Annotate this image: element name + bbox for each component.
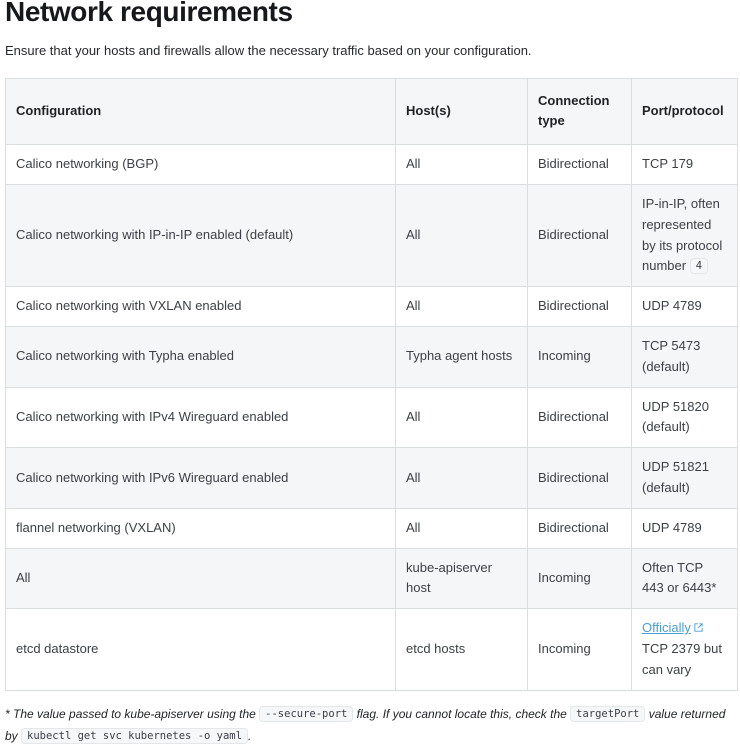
- cell-text: UDP 4789: [642, 519, 702, 535]
- cell-text: etcd hosts: [406, 640, 466, 656]
- page-title: Network requirements: [5, 0, 293, 27]
- hosts-cell: [396, 548, 528, 609]
- port-protocol-cell: [632, 326, 738, 387]
- port-protocol-cell: [632, 609, 738, 690]
- cell-text: All: [406, 227, 421, 243]
- cell-text: IP-in-IP, often represented by its protocol number: [642, 195, 723, 274]
- table-row: [6, 609, 738, 690]
- cell-text: Calico networking with Typha enabled: [16, 348, 235, 364]
- port-protocol-cell: [632, 548, 738, 609]
- cell-text: flannel networking (VXLAN): [16, 519, 176, 535]
- configuration-cell: [6, 387, 396, 448]
- hosts-cell: [396, 508, 528, 548]
- hosts-cell: [396, 326, 528, 387]
- cell-text: Typha agent hosts: [406, 348, 513, 364]
- cell-text: All: [406, 156, 421, 172]
- cell-text: TCP 2379 but can vary: [642, 640, 722, 677]
- officially-link[interactable]: Officially: [642, 620, 704, 635]
- hosts-cell: [396, 184, 528, 286]
- table-row: [6, 387, 738, 448]
- connection-type-cell: [528, 448, 632, 509]
- table-row: [6, 448, 738, 509]
- connection-type-cell: [528, 387, 632, 448]
- cell-text: Incoming: [538, 640, 591, 656]
- page-subtitle: Ensure that your hosts and firewalls allow the necessary traffic based on your configuration.: [5, 43, 532, 59]
- port-protocol-cell: [632, 387, 738, 448]
- table-header-row: [6, 78, 738, 145]
- cell-text: Incoming: [538, 348, 591, 364]
- cell-text: Calico networking with VXLAN enabled: [16, 298, 242, 314]
- hosts-cell: [396, 145, 528, 185]
- table-row: [6, 508, 738, 548]
- cell-text: Calico networking with IPv6 Wireguard enabled: [16, 469, 289, 485]
- port-protocol-cell: [632, 287, 738, 327]
- table-row: [6, 184, 738, 286]
- hosts-cell: [396, 387, 528, 448]
- connection-type-cell: [528, 287, 632, 327]
- cell-text: All: [406, 298, 421, 314]
- configuration-cell: [6, 548, 396, 609]
- column-header-configuration: Configuration: [6, 78, 396, 145]
- cell-text: All: [406, 469, 421, 485]
- cell-text: Bidirectional: [538, 298, 609, 314]
- cell-text: .: [247, 728, 252, 743]
- port-protocol-cell: [632, 508, 738, 548]
- cell-text: Calico networking (BGP): [16, 156, 159, 172]
- cell-text: Often TCP 443 or 6443*: [642, 559, 717, 596]
- table-header: [6, 78, 738, 145]
- cell-text: Calico networking with IP-in-IP enabled (default): [16, 227, 294, 243]
- connection-type-cell: [528, 326, 632, 387]
- cell-text: flag. If you cannot locate this, check the: [353, 706, 571, 721]
- port-protocol-cell: [632, 448, 738, 509]
- column-header-port-protocol: Port/protocol: [632, 78, 738, 145]
- cell-text: All: [406, 408, 421, 424]
- table-row: [6, 287, 738, 327]
- footnote: [5, 703, 737, 747]
- cell-text: Bidirectional: [538, 519, 609, 535]
- column-header-connection-type: Connection type: [528, 78, 632, 145]
- table-row: [6, 548, 738, 609]
- configuration-cell: [6, 609, 396, 690]
- cell-text: TCP 179: [642, 156, 694, 172]
- cell-text: Bidirectional: [538, 469, 609, 485]
- hosts-cell: [396, 287, 528, 327]
- external-link-icon: [693, 622, 704, 633]
- configuration-cell: [6, 184, 396, 286]
- configuration-cell: [6, 145, 396, 185]
- cell-text: UDP 51820 (default): [642, 398, 709, 435]
- cell-text: All: [16, 569, 31, 585]
- cell-text: Calico networking with IPv4 Wireguard enabled: [16, 408, 289, 424]
- connection-type-cell: [528, 508, 632, 548]
- cell-text: UDP 4789: [642, 298, 702, 314]
- cell-text: etcd datastore: [16, 640, 99, 656]
- cell-text: value returned by: [5, 706, 726, 743]
- inline-code: 4: [690, 258, 708, 274]
- table-row: [6, 145, 738, 185]
- network-requirements-table: [5, 78, 738, 691]
- cell-text: Incoming: [538, 569, 591, 585]
- column-header-hosts: Host(s): [396, 78, 528, 145]
- configuration-cell: [6, 326, 396, 387]
- port-protocol-cell: [632, 145, 738, 185]
- inline-code: kubectl get svc kubernetes -o yaml: [21, 728, 248, 744]
- cell-text: Bidirectional: [538, 156, 609, 172]
- cell-text: * The value passed to kube-apiserver using the: [5, 706, 260, 721]
- inline-code: targetPort: [570, 706, 645, 722]
- configuration-cell: [6, 508, 396, 548]
- hosts-cell: [396, 448, 528, 509]
- connection-type-cell: [528, 184, 632, 286]
- connection-type-cell: [528, 145, 632, 185]
- configuration-cell: [6, 287, 396, 327]
- inline-code: --secure-port: [259, 706, 353, 722]
- connection-type-cell: [528, 548, 632, 609]
- cell-text: kube-apiserver host: [406, 559, 492, 596]
- hosts-cell: [396, 609, 528, 690]
- table-row: [6, 326, 738, 387]
- table-body: [6, 145, 738, 690]
- cell-text: Bidirectional: [538, 227, 609, 243]
- configuration-cell: [6, 448, 396, 509]
- cell-text: All: [406, 519, 421, 535]
- connection-type-cell: [528, 609, 632, 690]
- cell-text: TCP 5473 (default): [642, 337, 701, 374]
- cell-text: UDP 51821 (default): [642, 459, 709, 495]
- cell-text: Bidirectional: [538, 408, 609, 424]
- port-protocol-cell: [632, 184, 738, 286]
